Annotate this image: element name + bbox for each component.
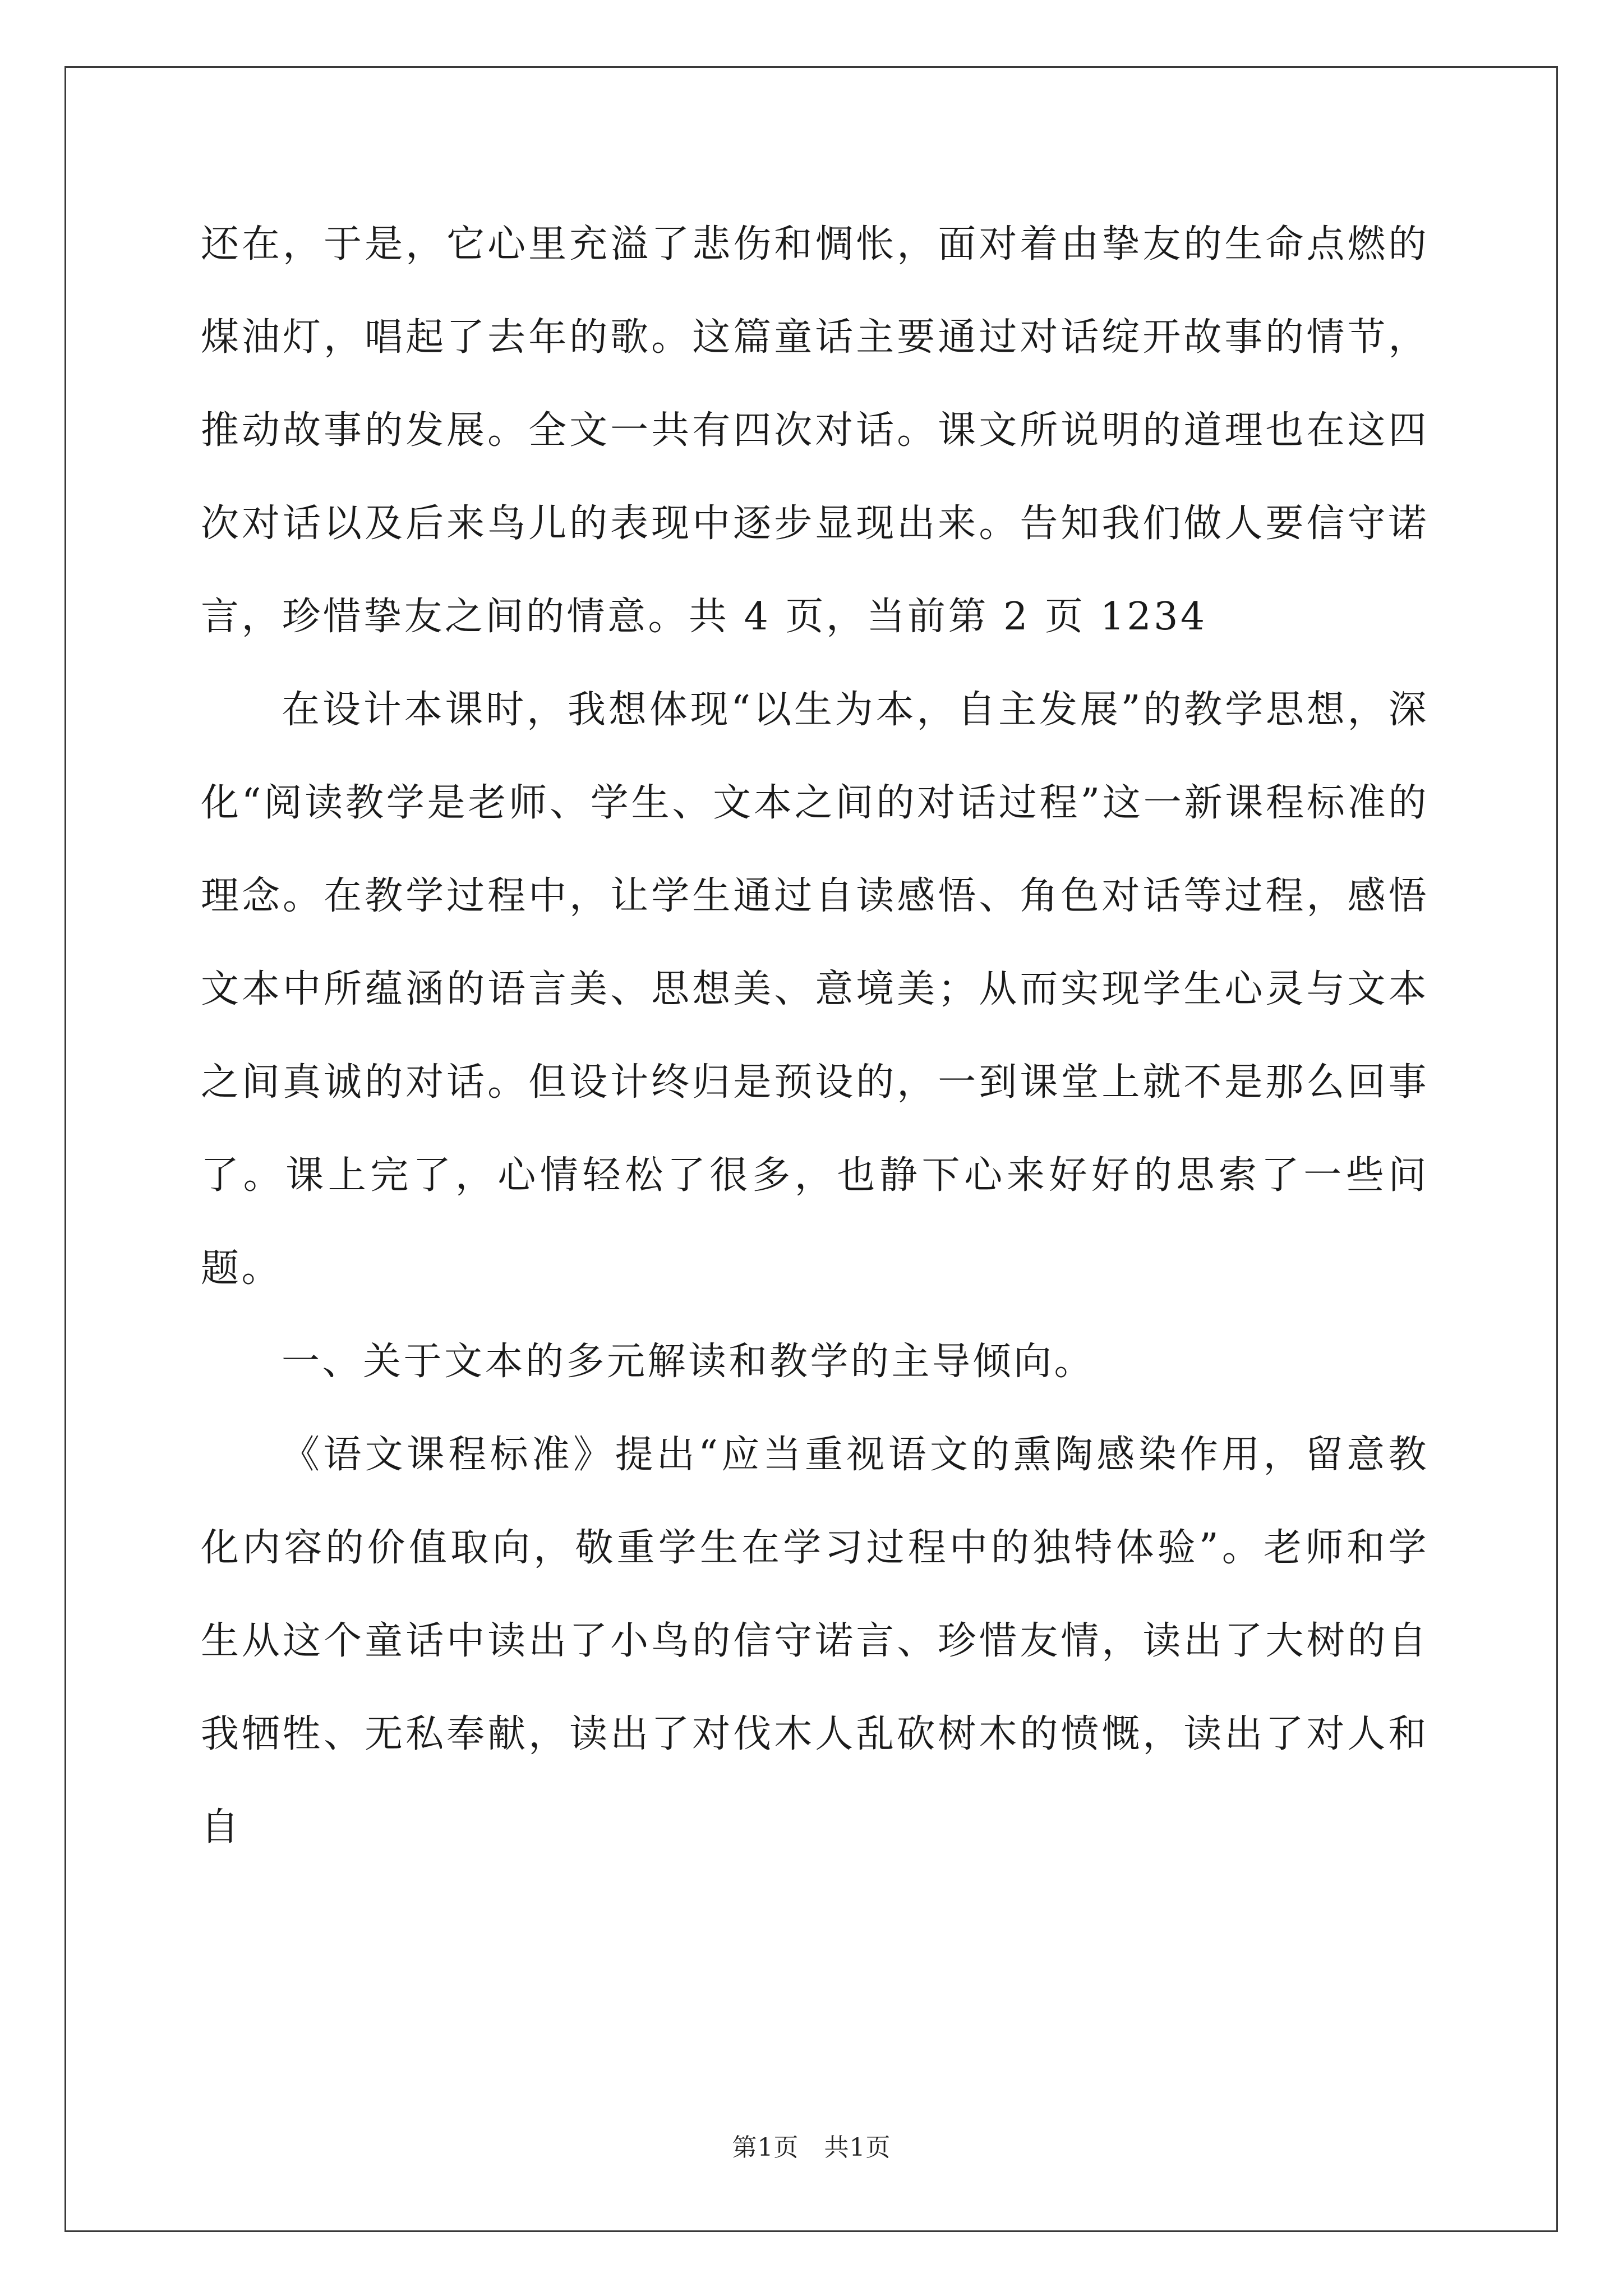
paragraph-1: 还在，于是，它心里充溢了悲伤和惆怅，面对着由挚友的生命点燃的煤油灯，唱起了去年的歌。这篇童话主要通过对话绽开故事的情节，推动故事的发展。全文一共有四次对话。课文所说明的道理也在这四次对话以及后来鸟儿的表现中逐步显现出来。告知我们做人要信守诺言，珍惜挚友之间的情意。共 4 页，当前第 2 页 1234 [201,222,1429,639]
paragraph-4: 《语文课程标准》提出“应当重视语文的熏陶感染作用，留意教化内容的价值取向，敬重学生在学习过程中的独特体验”。老师和学生从这个童话中读出了小鸟的信守诺言、珍惜友情，读出了大树的自我牺牲、无私奉献，读出了对伐木人乱砍树木的愤慨，读出了对人和自 [201,1433,1429,1849]
page-footer: 第1页 共1页 [732,2133,891,2162]
paragraph-3: 一、关于文本的多元解读和教学的主导倾向。 [282,1340,1095,1384]
paragraph-2: 在设计本课时，我想体现“以生为本，自主发展”的教学思想，深化“阅读教学是老师、学生、文本之间的对话过程”这一新课程标准的理念。在教学过程中，让学生通过自读感悟、角色对话等过程，感悟文本中所蕴涵的语言美、思想美、意境美；从而实现学生心灵与文本之间真诚的对话。但设计终归是预设的，一到课堂上就不是那么回事了。课上完了，心情轻松了很多，也静下心来好好的思索了一些问题。 [201,688,1429,1291]
document-body [201,198,1429,1874]
